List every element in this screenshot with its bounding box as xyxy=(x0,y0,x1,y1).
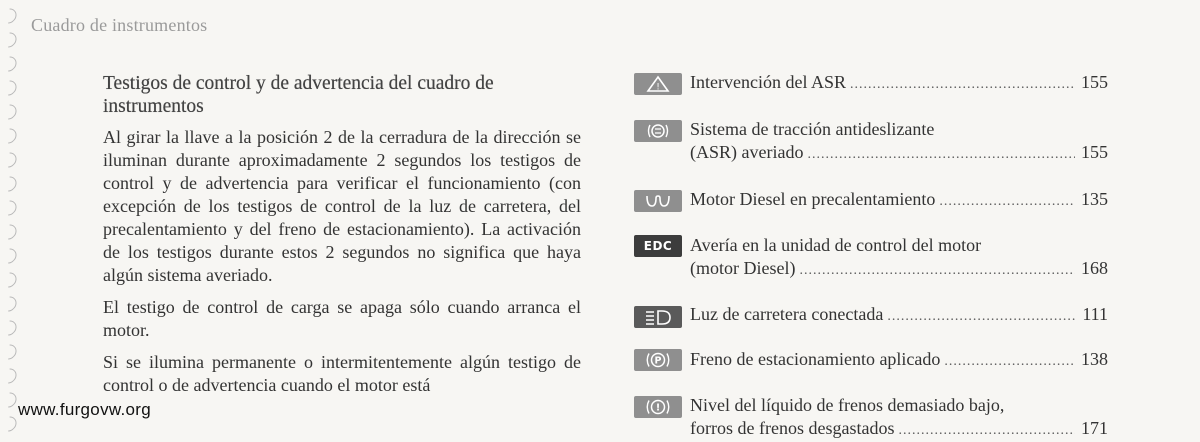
entry-label: Luz de carretera conectada xyxy=(690,304,884,324)
page-number: 168 xyxy=(1081,258,1108,278)
page-number: 138 xyxy=(1081,349,1108,369)
entry-label: Sistema de tracción antideslizante xyxy=(690,119,935,139)
entry-label: Freno de estacionamiento aplicado xyxy=(690,349,941,369)
paragraph-charge: El testigo de control de carga se apaga sólo cuando arranca el motor. xyxy=(103,297,581,340)
entry-label-cont: forros de frenos desgastados xyxy=(690,418,895,438)
brake-fluid-icon xyxy=(634,396,682,418)
svg-text:P: P xyxy=(654,355,662,367)
traction-control-icon xyxy=(634,120,682,142)
paragraph-warning: Si se ilumina permanente o intermitentemente algún testigo de control o de advertencia cuando el motor está xyxy=(103,352,581,395)
spiral-binding xyxy=(0,0,22,439)
watermark: www.furgovw.org xyxy=(18,400,151,419)
high-beam-icon xyxy=(634,306,682,328)
page-number: 155 xyxy=(1081,72,1108,92)
entry-label: Avería en la unidad de control del motor xyxy=(690,235,982,255)
glow-plug-icon xyxy=(634,190,682,212)
entry-label-cont: (ASR) averiado xyxy=(690,142,804,162)
page-header: Cuadro de instrumentos xyxy=(31,15,208,35)
warning-triangle-icon xyxy=(634,73,682,95)
edc-icon: EDC xyxy=(634,235,682,257)
svg-text:!: ! xyxy=(655,402,661,414)
entry-label: Nivel del líquido de frenos demasiado bajo, xyxy=(690,395,1005,415)
page-number: 155 xyxy=(1081,142,1108,162)
section-title: Testigos de control y de advertencia del cuadro de instrumentos xyxy=(103,73,494,117)
page-number: 111 xyxy=(1082,304,1108,324)
entry-label-cont: (motor Diesel) xyxy=(690,258,796,278)
svg-text:!: ! xyxy=(656,82,660,93)
parking-brake-icon xyxy=(634,349,682,371)
page-number: 171 xyxy=(1081,418,1108,438)
paragraph-intro: Al girar la llave a la posición 2 de la cerradura de la dirección se iluminan durante aproximadamente 2 segundos los testigos de control y de advertencia para verificar el funcionamiento (con excepción de los testigos de control de la luz de carretera, del precalentamiento y del freno de estacionamiento). La activación de los testigos durante estos 2 segundos no significa que haya algún sistema averiado. xyxy=(103,127,581,285)
page-number: 135 xyxy=(1081,189,1108,209)
left-column xyxy=(103,72,581,406)
entry-label: Intervención del ASR xyxy=(690,72,846,92)
entry-label: Motor Diesel en precalentamiento xyxy=(690,189,936,209)
